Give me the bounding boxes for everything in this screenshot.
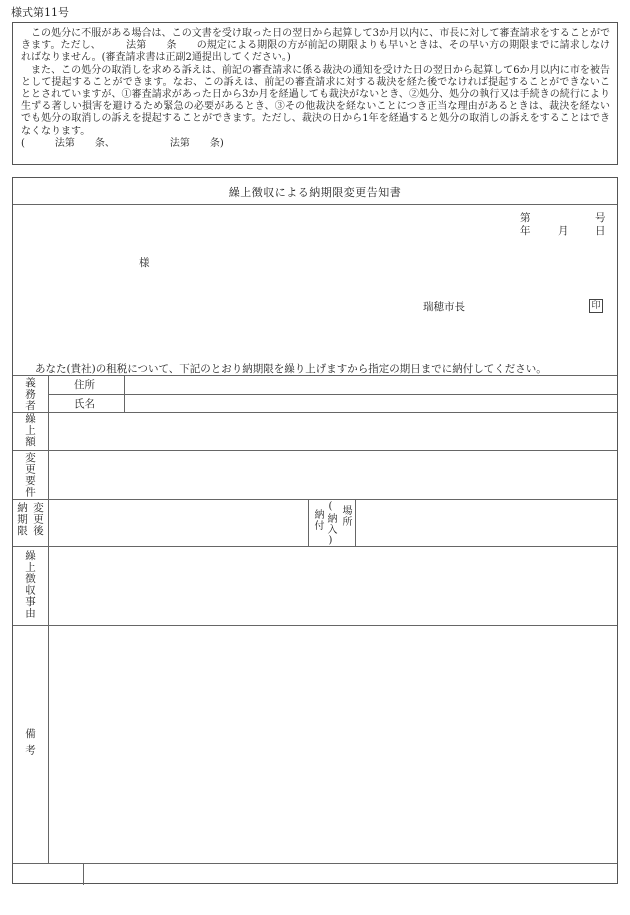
number-go: 号 bbox=[595, 212, 606, 224]
number-dai: 第 bbox=[520, 212, 531, 224]
obligor-label: 義務者 bbox=[24, 377, 36, 412]
name-label: 氏名 bbox=[74, 398, 95, 410]
address-label: 住所 bbox=[74, 379, 95, 391]
notice-paragraph-1: この処分に不服がある場合は、この文書を受け取った日の翌日から起算して3か月以内に、市長に対して審査請求をすることができます。ただし、 法第 条 の規定による期限の方が前記の期限よりも早いときは、その早い方の期限までに請求しなければなりません。(審査請求書は正副2通提出してください。) bbox=[21, 28, 610, 64]
change-requirement-label: 変更要件 bbox=[24, 452, 36, 498]
seal-mark: 印 bbox=[589, 299, 603, 313]
notice-law-line: ( 法第 条、 法第 条) bbox=[21, 137, 224, 149]
addressee-suffix: 様 bbox=[139, 257, 150, 269]
after-change-label: 変更後 bbox=[32, 502, 44, 537]
remarks-label: 備考 bbox=[24, 728, 36, 761]
pay-place-right: 場所 bbox=[340, 505, 351, 527]
date-year: 年 bbox=[520, 225, 531, 237]
date-month: 月 bbox=[558, 225, 569, 237]
form-number: 様式第11号 bbox=[11, 6, 69, 19]
form-title: 繰上徴収による納期限変更告知書 bbox=[228, 186, 402, 199]
appeal-notice bbox=[12, 22, 618, 165]
notice-paragraph-2: また、この処分の取消しを求める訴えは、前記の審査請求に係る裁決の通知を受けた日の翌日から起算して6か月以内に市を被告として提起することができます。なお、この訴えは、前記の審査請求に対する裁決を経た後でなければ提起することができないこととされていますが、①審査請求があった日から3か月を経過しても裁決がないとき、②処分、処分の執行又は手続きの続行により生ずる著しい損害を避けるため緊急の必要があるとき、③その他裁決を経ないことにつき正当な理由があるときは、裁決を経ないでも処分の取消しの訴えを提起することができます。ただし、裁決の日から1年を経過すると処分の取消しの訴えをすることはできなくなります。 bbox=[21, 64, 610, 137]
notification-form bbox=[12, 177, 618, 884]
issuer-name: 瑞穂市長 bbox=[423, 301, 465, 313]
pay-place-left: 納付 bbox=[312, 509, 323, 531]
date-day: 日 bbox=[595, 225, 606, 237]
amount-label: 繰上額 bbox=[24, 413, 36, 448]
pay-place-paren: (納入) bbox=[325, 501, 336, 547]
body-text: あなた(貴社)の租税について、下記のとおり納期限を繰り上げますから指定の期日までに納付してください。 bbox=[35, 363, 547, 375]
collection-reason-label: 繰上徴収事由 bbox=[24, 550, 36, 619]
due-date-label: 納期限 bbox=[16, 502, 28, 537]
